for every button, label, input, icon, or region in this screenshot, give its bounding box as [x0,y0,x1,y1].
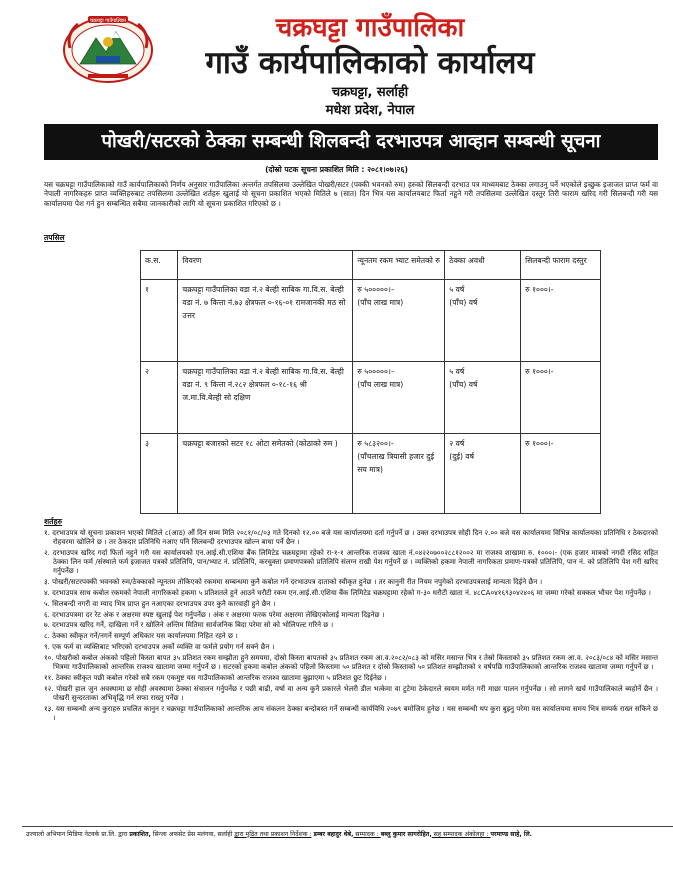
terms-list [44,528,658,724]
amount-figure: रु ५०००००।– [357,285,395,294]
footer-editor-label: सम्पादक : [353,831,381,838]
footer-printed-director: द्वारा मुद्रित तथा प्रकाशन निर्देशक : [234,831,312,838]
col-header-form-fee: सिलबन्दी फाराम दस्तुर [521,251,601,280]
row-description: चक्रघट्टा गाउँपालिका वडा नं.२ बेल्ही साबिक गा.वि.स. बेल्ही वडा नं. ९ कित्ता नं.२८२ क्षेत्रफल ०-१८-१६ श्री ज.मा.वि.बेल्ही सो दक्षिण [178,362,353,434]
terms-heading: शर्तहरु [44,517,63,526]
office-name: गाउँ कार्यपालिकाको कार्यालय [205,45,535,81]
table-row [141,434,601,514]
term-item: ६. दरभाउपत्रमा दर रेट अंक र अक्षरमा स्पष्ट खुलाई पेश गर्नुपर्नेछ । अंक र अक्षरमा फरक परेमा अक्षरमा लेखिएकोलाई मान्यता दिइनेछ । [44,609,385,619]
row-period [445,362,521,434]
term-item: ७. दरभाउपत्र खरिद गर्ने, दाखिला गर्ने र खोलिने अन्तिम मितिमा सार्वजनिक बिदा परेमा सो को भोलिपल्ट गरिने छ । [44,620,334,630]
table-row [141,280,601,362]
term-item: ९. एक फर्म वा व्यक्तिबाट भरिएको दरभाउपत्र अर्को व्यक्ति वा फर्मले प्रयोग गर्न सक्ने छैन । [44,641,275,651]
row-period [445,434,521,514]
table-row [141,362,601,434]
footer-intro: उज्यालो अभियान मिडिया नेटवर्क प्रा.लि. द्वारा [26,831,130,838]
row-period [445,280,521,362]
term-item: ११. ठेक्का स्वीकृत पछी कबोल गरेको सबै रकम एकमुष्ट यस गाउँपालिकाको आन्तरिक राजश्व खातामा बुझाएमा ५ प्रतिशत छुट दिईनेछ । [44,672,387,682]
footer-divider [22,826,673,827]
office-province: मधेश प्रदेश, नेपाल [325,103,415,118]
footer-publisher: प्रकाशित, [129,831,151,838]
publish-date: (दोस्रो पटक सूचना प्रकाशित मिति : २०८१।०७।२६) [265,165,408,174]
emblem-text: चक्रघट्टा गाउँपालिका [89,18,127,24]
row-description: चक्रघट्टा बजारको सटर १८ ओटा समेतको (कोठाको रुम ) [178,434,353,514]
amount-figure: रु ५०००००।– [357,367,395,376]
term-item: ४. दरभाउपत्र साथ कबोल रकमको नेपाली नागरिकको हकमा ५ प्रतिशतले हुने आउने धरौटी रकम एन.आई.सी.एशिया बैंक लिमिटेड चक्रघट्टामा रहेको ग-३० धरौटी खाता नं. ४८CA०४१६९३०४२४०६ मा जम्मा गरेको सक्कल भौचर पेश गर्नुपर्नेछ । [44,588,651,597]
amount-words: (पाँच लाख मात्र) [357,298,404,307]
municipality-emblem [58,12,158,84]
period-words: (पाँच) वर्ष [449,298,478,307]
footer-editor: बब्लु कुमार सागरोहित, [380,831,432,838]
tender-table [140,250,601,514]
amount-figure: रु ५८३२००।- [357,439,394,448]
period-words: (दुई) वर्ष [449,452,475,461]
term-item: १३. यस सम्बन्धी अन्य कुराहरु प्रचलित कानुन र चक्रघट्टा गाउँपालिकाको आन्तरिक आय संकलन ठेक्का बन्दोबस्त गर्ने सम्बन्धी कार्यविधि २०७९ बमोजिम हुनेछ । यस सम्बन्धी थप कुरा बुझ्नु परेमा यस कार्यालयमा समय भित्र सम्पर्क राख्न सकिने छ । [44,703,658,722]
period-figure: ५ वर्ष [449,367,465,376]
row-amount [353,280,445,362]
col-header-period: ठेक्का अवधी [445,251,521,280]
intro-paragraph: यस चक्रघट्टा गाउँपालिकाको गाउँ कार्यपालिकाको निर्णय अनुसार गाउँपालिका अन्तर्गत तपसिलमा उल्लेखित पोखरी/सटर (पक्की भवनको रुम) हरुको सिलबन्दी दरभाउ पत्र माध्यमबाट ठेक्का लगाउनु पर्ने भएकोले इच्छुक इजाजत प्राप्त फर्म वा नेपाली नागरिकहरु प्राप्त व्यक्तिहरुबाट तपसिलमा उल्लेखित शर्तहरु खुलाई यो सूचना प्रकाशित भएको मितिले ७ (सात) दिन भित्र यस कार्यालयबाट फिर्ता नहुने गरी तपसिलमा उल्लेखित दस्तुर तिरी फाराम खरिद गरी सिलबन्दी गरी यस कार्यालयमा पेश गर्न हुन सम्बन्धित सबैमा जानकारीको लागि यो सूचना प्रकाशित गरिएको छ । [44,180,658,208]
row-fee: रु १०००।- [521,280,601,362]
footer-coeditor-label: सह सम्पादक अंकोलहा : [431,831,491,838]
office-address: चक्रघट्टा, सर्लाही [331,85,409,100]
footer-printed: सिन्जा अफसेट प्रेस मलंगवा, सर्लाही [150,831,235,838]
term-item: ३. पोखरी/सटरपक्की भवनको रुम/ठेक्काको न्यूनतम तोकिएको रकममा सम्बन्धमा कुनै कबोल गर्ने दरभाउपत्र दाताको स्वीकृत हुनेछ । तर कानुनी रीत नियम नपुगेको दरभाउपत्रलाई मान्यता दिईने छैन । [44,577,543,587]
period-words: (पाँच) वर्ष [449,380,478,389]
term-item: ५. सिलबन्दी नगरी वा म्याद भित्र प्राप्त हुन नआएका दरभाउपत्र उपर कुनै कारवाही हुने छैन । [44,598,276,608]
row-amount [353,362,445,434]
term-item: १२. पोखरी हाल जुन अवस्थामा छ सोही अवस्थामा ठेक्का संचालन गर्नुपर्नेछ र पछी बाढी, वर्षा वा अन्य कुनै प्रकारले भेलरी डील भत्केमा वा टुटेमा ठेकेदारले स्वयम मर्मत गरी माछा पालन गर्नुपर्नेछ । सो लागने खर्च गाउँपालिकाले ब्यहोर्ने छैन । पोखरी सुन्दरताका अभिवृद्धि गर्न सफा राख्नु पर्नेछ । [44,683,658,702]
term-item: १. दरभाउपत्र यो सूचना प्रकाशन भएको मितिले ८(आठ) औं दिन सम्म मिति २०८१/०८/०३ गते दिनको १२.०० बजे यस कार्यालयमा दर्ता गर्नुपर्ने छ । उक्त दरभाउपत्र सोही दिन २.०० बजे यस कार्यालयमा विभिन्न कार्यालयका प्रतिनिधि र ठेकदारको रोहवरमा खोलिने छ । तर ठेकदार प्रतिनिधि नआए पनि सिलबन्दी दरभाउपत्र खोल्न बाधा पर्ने छैन । [44,528,658,547]
col-header-min-amount: न्यूनतम रकम भ्याट समेतको रु [353,251,445,280]
term-item: २. दरभाउपत्र खरिद गर्दा फिर्ता नहुने गरी यस कार्यालयको एन.आई.सी.एशिया बैंक लिमिटेड चक्रघट्टामा रहेको रा-१-१ आन्तरिक राजश्व खाता नं.०४२२०७००२८८१२००२ मा राजश्व शाखामा रु. १०००।- (एक हजार मात्रको नगदी रसिद सहित ठेक्का लिन फर्म /संस्थाले फर्म इजाजत पत्रको प्रतिलिपि, पान/भ्याट नं. प्रतिलिपि, करचुक्ता प्रमाणपत्रको प्रतिलिपि संलग्न राखी पेश गर्नुपर्ने छ । व्यक्तिको हकमा नेपाली नागरिकता प्रमाण-पत्रको प्रतिलिपि, पान नं. को प्रतिलिपि पेश गरी खरिद गर्नुपर्नेछ । [44,548,658,576]
row-fee: रु १०००।- [521,362,601,434]
row-sn: १ [141,280,178,362]
footer-coeditor: परमाण्ड साहे, लि. [490,831,533,838]
row-description: चक्रघट्टा गाउँपालिका वडा नं.२ बेल्ही साबिक गा.वि.स. बेल्ही वडा नं. ७ कित्ता नं.७३ क्षेत्रफल ०-१६-०१ रामजानकी मठ सो उत्तर [178,280,353,362]
schedule-label: तपसिल [44,233,65,242]
term-item: ८. ठेक्का स्वीकृत गर्ने/नगर्ने सम्पूर्ण अधिकार यस कार्यालयमा निहित रहने छ । [44,631,238,641]
row-sn: ३ [141,434,178,514]
term-item: १०. पोखरीको कबोल अंकको पहिलो किस्ता बापत ३५ प्रतिशत रकम सम्झौता हुने समयमा, दोस्रो किस्ता बापतको ३५ प्रतिशत रकम आ.व.२०८२/०८३ को मसिर मसान्त भित्र र तेस्रो किस्ताको ३५ प्रतिशत रकम आ.व. २०८३/०८४ को मसिर मसान्त भित्रमा गाउँपालिकाको आन्तरिक राजश्व खातामा जम्मा गर्नुपर्ने छ । सटरको हकमा कबोल अंकको पहिलो किस्तामा ५० प्रतिशत र दोस्रो किस्ताको ५० प्रतिशत सम्झौताको १ वर्षपछि गाउँपालिकाको आन्तरिक राजश्व खातामा जम्मा गर्नुपर्ने छ । [44,652,658,671]
col-header-sn: क.स. [141,251,178,280]
footer-director: डम्बर बहादुर थेबे, [311,831,354,838]
period-figure: ५ वर्ष [449,285,465,294]
row-amount [353,434,445,514]
table-header-row [141,251,601,280]
col-header-description: विवरण [178,251,353,280]
row-sn: २ [141,362,178,434]
notice-title: पोखरी/सटरको ठेक्का सम्बन्धी शिलबन्दी दरभाउपत्र आव्हान सम्बन्धी सूचना [101,131,601,152]
publisher-footer [26,829,673,838]
period-figure: २ वर्ष [449,439,465,448]
row-fee: रु १०००।- [521,434,601,514]
amount-words: (पाँच लाख मात्र) [357,380,404,389]
municipality-name: चक्रघट्टा गाउँपालिका [275,13,465,43]
amount-words: (पाँचलाख त्रियासी हजार दुई सय मात्र) [357,452,435,474]
